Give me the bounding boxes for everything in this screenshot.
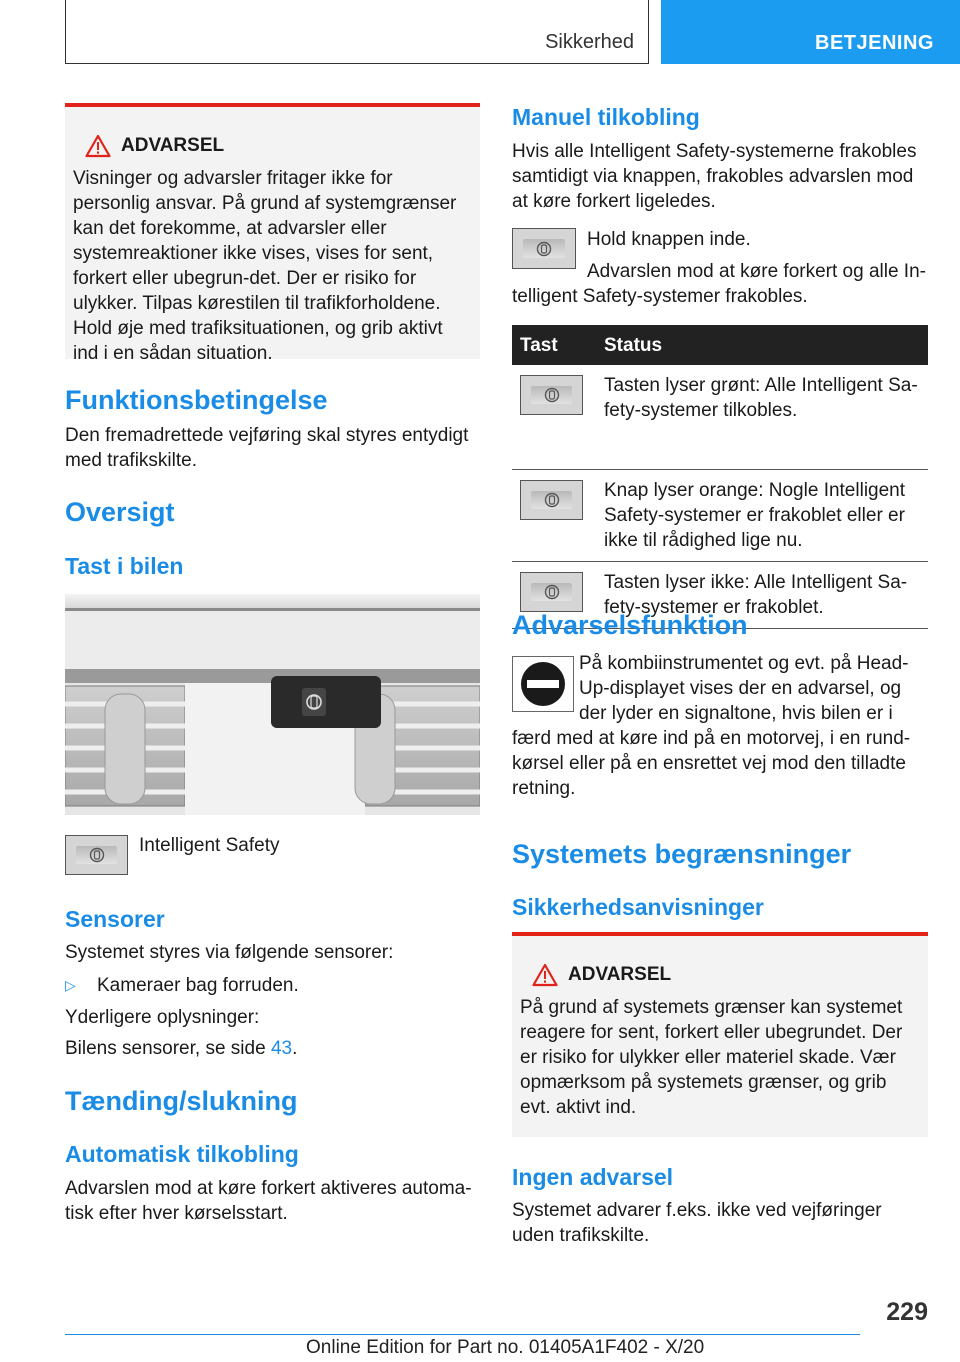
sensorer-ref-suffix: .	[292, 1038, 298, 1059]
warning-title-row	[85, 133, 472, 158]
intelligent-safety-icon	[536, 241, 552, 257]
intelligent-safety-icon	[89, 847, 105, 863]
column-header-status: Status	[596, 325, 928, 365]
status-cell: Tasten lyser ikke: Alle Intelligent Sa-fety-systemer er frakoblet.	[596, 561, 928, 628]
sensorer-reference	[65, 1036, 480, 1061]
sensorer-intro: Systemet styres via følgende sensorer:	[65, 942, 394, 963]
warning-body: På grund af systemets grænser kan systemet reagere for sent, forkert eller ubegrundet. Der er risiko for ulykker eller materiel skade. Vær opmærksom på systemets grænser, og grib evt. aktivt ind.	[520, 997, 903, 1118]
funktion-body: Den fremadrettede vejføring skal styres entydigt med trafikskilte.	[65, 425, 469, 471]
manuel-step1: Hold knappen inde.	[587, 229, 751, 250]
warning-triangle-icon	[85, 134, 111, 158]
status-cell: Knap lyser orange: Nogle Intelligent Safety-systemer er frakoblet eller er ikke til rådighed lige nu.	[596, 469, 928, 561]
heading-tast-i-bilen: Tast i bilen	[65, 553, 184, 579]
bullet-triangle-icon: ▷	[65, 977, 76, 993]
automatisk-body: Advarslen mod at køre forkert aktiveres automa-tisk efter hver kørselsstart.	[65, 1178, 472, 1224]
warning-box-limits	[512, 932, 928, 1137]
header-chapter-tab[interactable]: BETJENING	[661, 0, 960, 64]
sensorer-ref-prefix: Bilens sensorer, se side	[65, 1038, 271, 1059]
car-dashboard-photo	[65, 594, 480, 815]
heading-advarselsfunktion: Advarselsfunktion	[512, 610, 748, 640]
table-row	[512, 469, 928, 561]
key-off-image	[520, 572, 583, 612]
heading-automatisk-tilkobling: Automatisk tilkobling	[65, 1141, 299, 1167]
page-link-43[interactable]: 43	[270, 1038, 293, 1059]
heading-taending-slukning: Tænding/slukning	[65, 1086, 298, 1116]
status-cell: Tasten lyser grønt: Alle Intelligent Sa-fety-systemer tilkobles.	[596, 365, 928, 469]
header-section-title: Sikkerhed	[545, 31, 634, 53]
ingen-advarsel-body: Systemet advarer f.eks. ikke ved vejføringer uden trafikskilte.	[512, 1200, 882, 1246]
warning-title: ADVARSEL	[568, 964, 672, 985]
warning-title-row	[532, 962, 920, 987]
warning-box-display	[65, 103, 480, 364]
heading-oversigt: Oversigt	[65, 497, 175, 527]
heading-funktionsbetingelse: Funktionsbetingelse	[65, 385, 328, 415]
intelligent-safety-icon	[544, 387, 560, 403]
column-header-tast: Tast	[512, 325, 596, 365]
key-green-image	[520, 375, 583, 415]
heading-ingen-advarsel: Ingen advarsel	[512, 1164, 674, 1190]
sensorer-bullet-text: Kameraer bag forruden.	[97, 975, 299, 996]
footer-edition: Online Edition for Part no. 01405A1F402 - X/20	[306, 1337, 705, 1358]
page-number: 229	[886, 1298, 928, 1326]
status-table-header	[512, 325, 928, 365]
intelligent-safety-icon	[544, 492, 560, 508]
heading-sikkerhedsanvisninger: Sikkerhedsanvisninger	[512, 894, 764, 920]
warning-body: Visninger og advarsler fritager ikke for personlig ansvar. På grund af systemgrænser kan det forekomme, at advarsler eller systemreaktioner ikke vises, vises for sent, forkert eller ubegrun-det. Der er risiko for ulykker. Tilpas kørestilen til trafikforholdene. Hold øje med trafiksituationen, og grib aktivt ind i en sådan situation.	[73, 168, 457, 364]
sensorer-bullet-item	[65, 973, 480, 998]
status-table	[512, 325, 928, 629]
heading-systemets-begraensninger: Systemets begrænsninger	[512, 839, 852, 869]
intelligent-safety-button-image	[65, 835, 128, 875]
heading-manuel-tilkobling: Manuel tilkobling	[512, 104, 700, 130]
sensorer-more: Yderligere oplysninger:	[65, 1007, 260, 1028]
advarselsfunktion-body	[512, 651, 928, 801]
manuel-step2: Advarslen mod at køre forkert og alle In-telligent Safety-systemer frakobles.	[512, 261, 926, 307]
table-row	[512, 365, 928, 469]
button-caption: Intelligent Safety	[139, 835, 280, 856]
warning-title: ADVARSEL	[121, 135, 225, 156]
key-orange-image	[520, 480, 583, 520]
manuel-body: Hvis alle Intelligent Safety-systemerne frakobles samtidigt via knappen, frakobles advarslen mod at køre forkert ligeledes.	[512, 141, 917, 212]
intelligent-safety-icon	[544, 584, 560, 600]
warning-triangle-icon	[532, 963, 558, 987]
advarselsfunktion-text: På kombiinstrumentet og evt. på Head-Up-displayet vises der en advarsel, og der lyder en signaltone, hvis bilen er i færd med at køre ind på en motorvej, i en rund-kørsel eller på en ensrettet vej mod den tilladte retning.	[512, 653, 911, 799]
heading-sensorer: Sensorer	[65, 906, 165, 932]
